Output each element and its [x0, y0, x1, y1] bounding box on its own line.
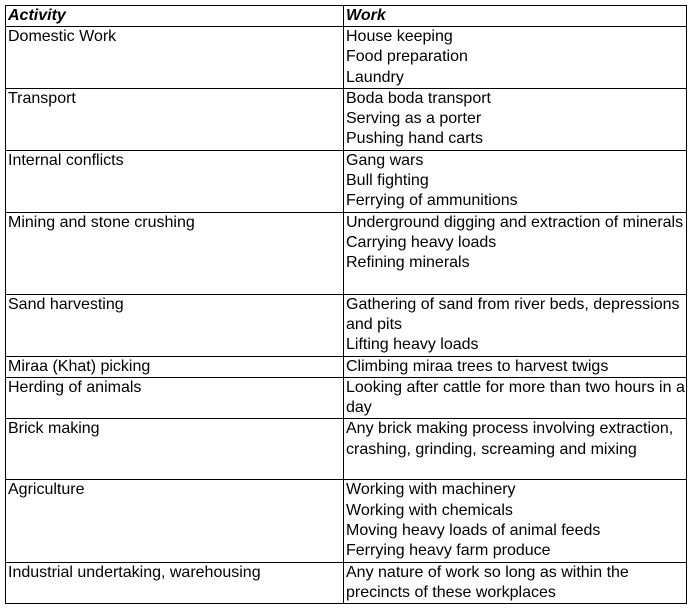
work-item: Underground digging and extraction of minerals: [346, 213, 684, 231]
activity-cell: Sand harvesting: [6, 294, 344, 356]
activity-cell: Miraa (Khat) picking: [6, 356, 344, 377]
work-cell: [344, 419, 687, 480]
activity-cell: Domestic Work: [6, 27, 344, 89]
table-header-row: [6, 6, 687, 27]
table-row: [6, 27, 687, 89]
table-row: [6, 562, 687, 604]
table-row: [6, 212, 687, 294]
work-item: Ferrying of ammunitions: [346, 192, 518, 210]
work-item: Carrying heavy loads: [346, 233, 497, 251]
work-item: Ferrying heavy farm produce: [346, 542, 551, 560]
work-item: Serving as a porter: [346, 110, 482, 128]
work-item: Boda boda transport: [346, 89, 491, 107]
work-cell: [344, 377, 687, 419]
activity-cell: Transport: [6, 88, 344, 150]
table-row: [6, 419, 687, 480]
work-item: Refining minerals: [346, 254, 470, 272]
work-cell: [344, 294, 687, 356]
work-item: Climbing miraa trees to harvest twigs: [346, 357, 609, 375]
work-cell: [344, 212, 687, 294]
table-row: [6, 294, 687, 356]
header-work: Work: [344, 6, 687, 27]
work-cell: [344, 88, 687, 150]
work-item: Working with chemicals: [346, 501, 513, 519]
work-item: Pushing hand carts: [346, 130, 483, 148]
work-cell: [344, 480, 687, 562]
work-cell: [344, 562, 687, 604]
work-item: Any brick making process involving extraction, crashing, grinding, screaming and mixing: [346, 420, 674, 458]
activity-cell: Herding of animals: [6, 377, 344, 419]
work-item: Moving heavy loads of animal feeds: [346, 522, 601, 540]
work-item: Lifting heavy loads: [346, 336, 479, 354]
table-row: [6, 88, 687, 150]
activity-cell: Agriculture: [6, 480, 344, 562]
activity-cell: Brick making: [6, 419, 344, 480]
table-row: [6, 150, 687, 212]
work-item: Gang wars: [346, 151, 424, 169]
work-item: House keeping: [346, 28, 453, 45]
work-item: Bull fighting: [346, 172, 429, 190]
activity-cell: Industrial undertaking, warehousing: [6, 562, 344, 604]
table-row: [6, 377, 687, 419]
work-item: Food preparation: [346, 48, 468, 66]
work-item: Looking after cattle for more than two hours in a day: [346, 378, 685, 417]
work-item: Any nature of work so long as within the precincts of these workplaces: [346, 563, 629, 601]
work-cell: [344, 27, 687, 89]
work-cell: [344, 356, 687, 377]
activity-work-table: [5, 5, 687, 604]
table-row: [6, 480, 687, 562]
table-row: [6, 356, 687, 377]
work-item: Laundry: [346, 68, 404, 86]
table-body: [6, 27, 687, 604]
header-activity: Activity: [6, 6, 344, 27]
activity-cell: Mining and stone crushing: [6, 212, 344, 294]
activity-cell: Internal conflicts: [6, 150, 344, 212]
work-item: Gathering of sand from river beds, depressions and pits: [346, 295, 680, 333]
work-item: Working with machinery: [346, 481, 516, 499]
work-cell: [344, 150, 687, 212]
